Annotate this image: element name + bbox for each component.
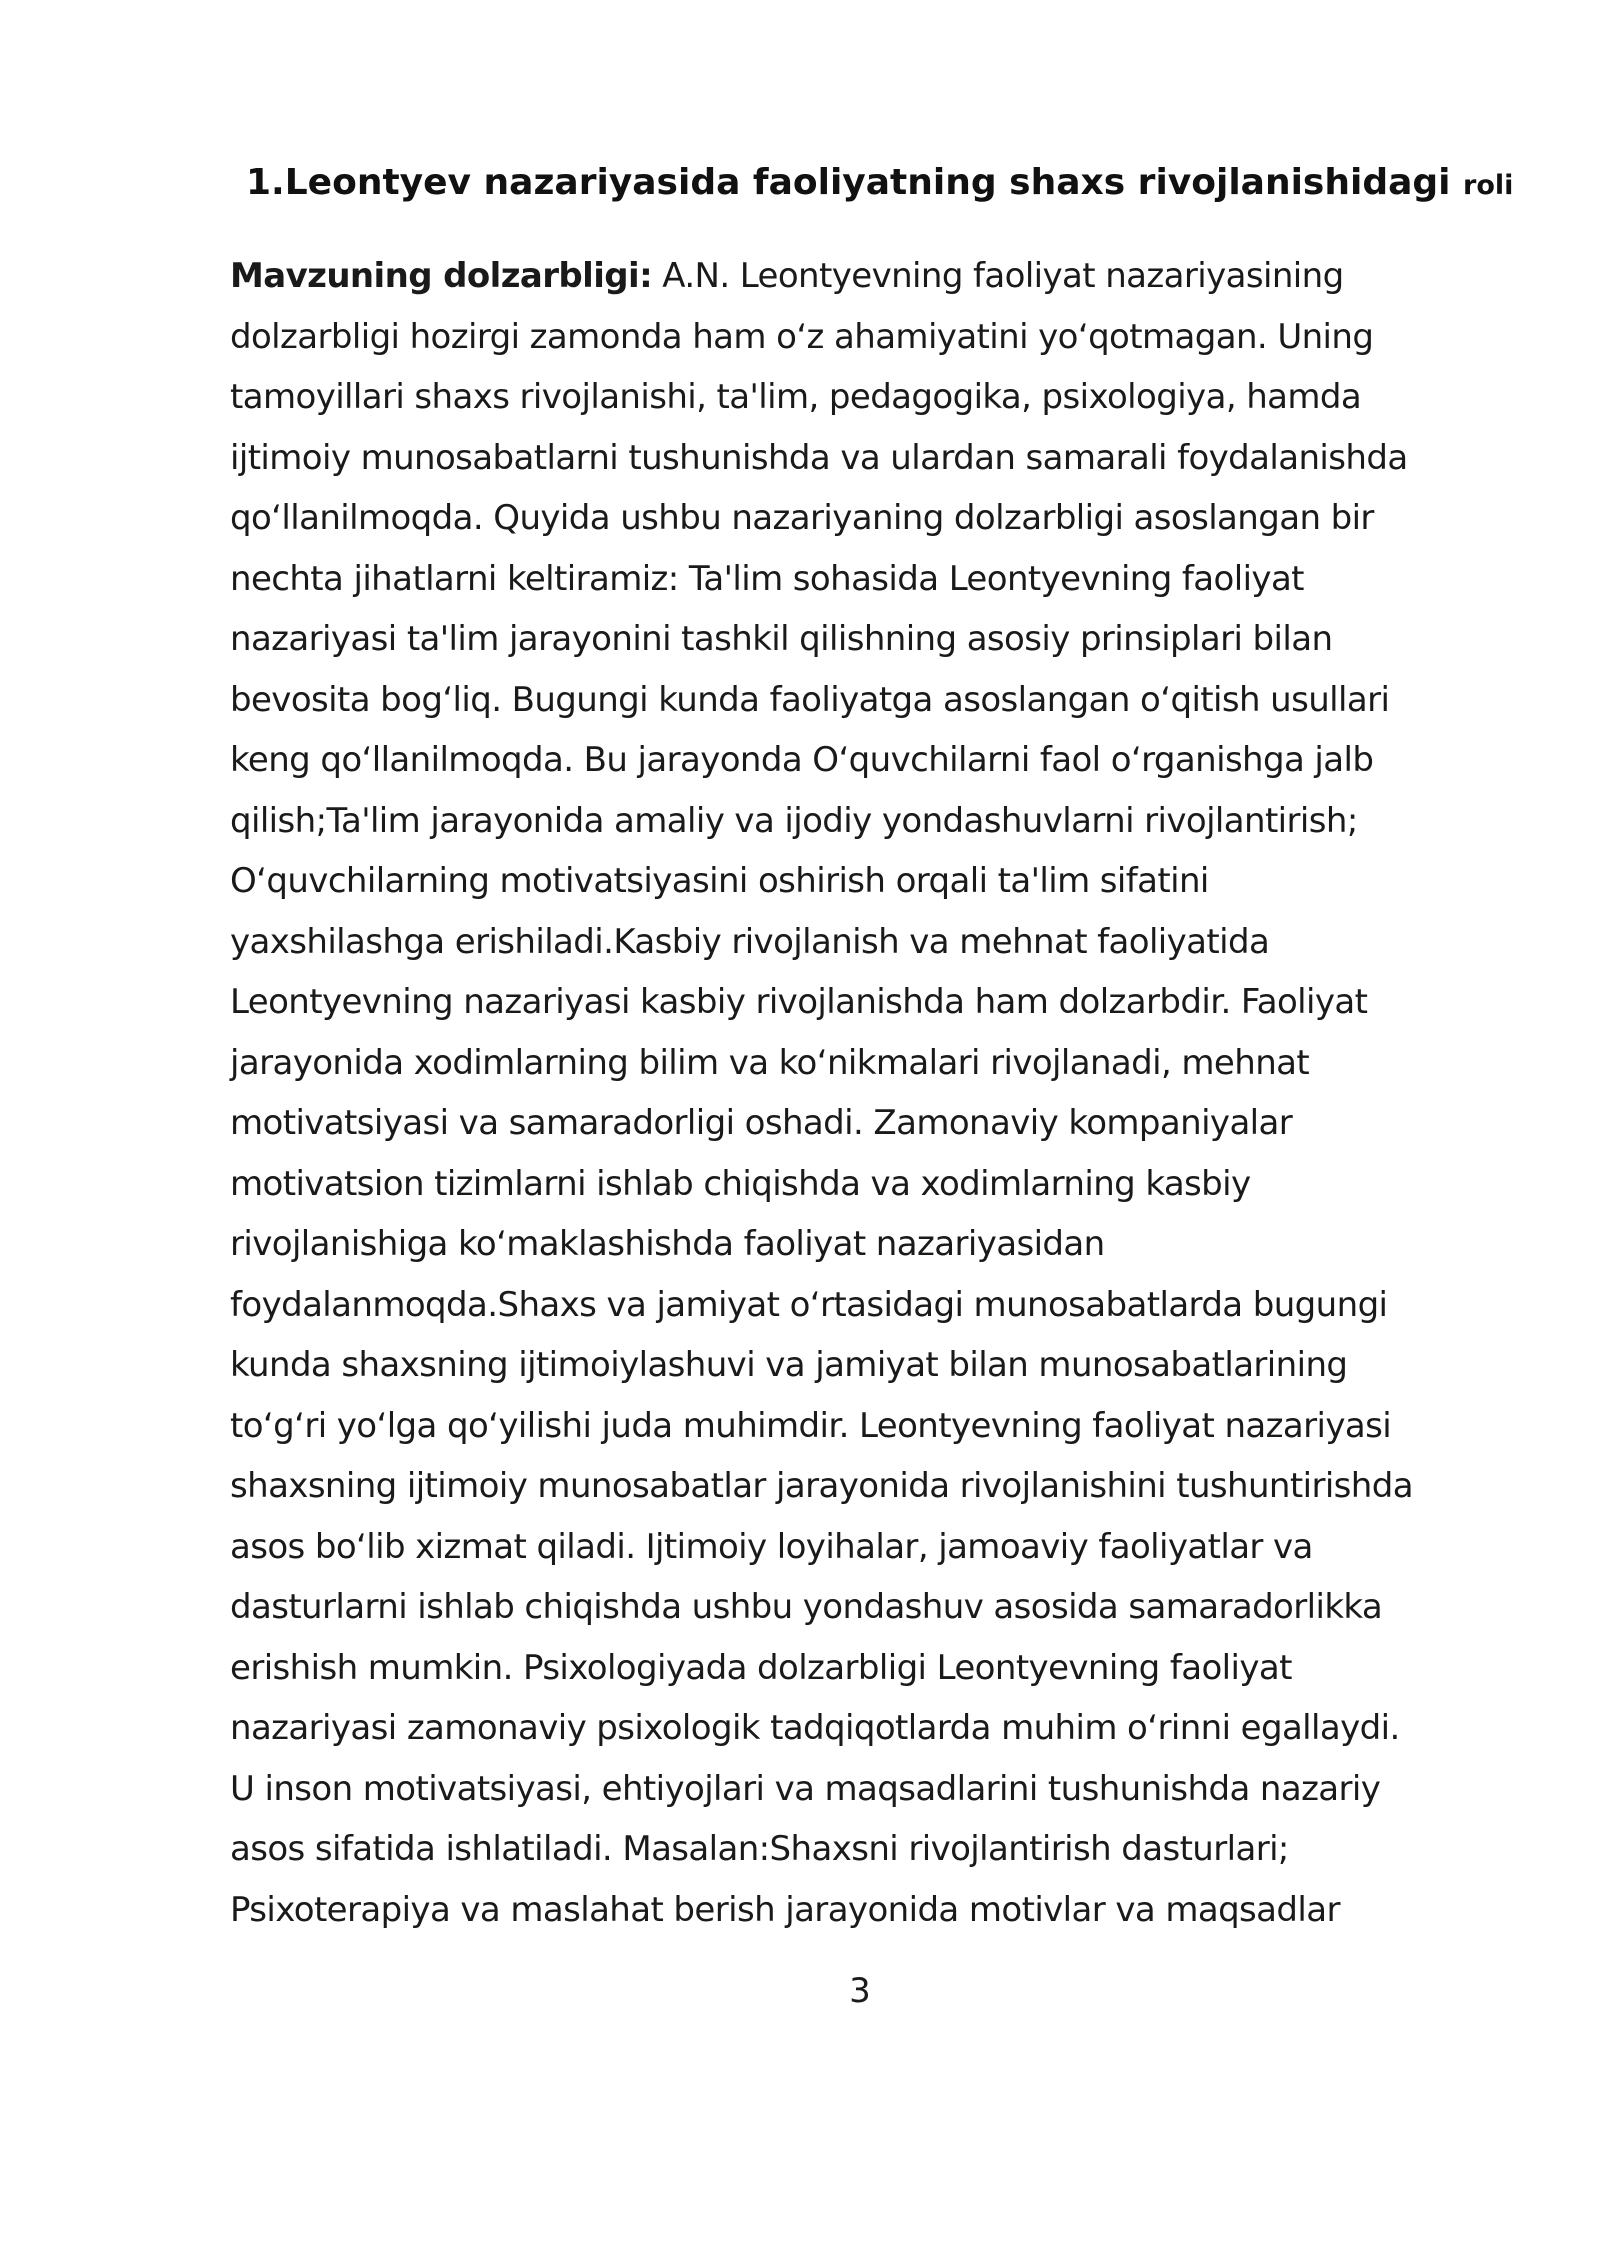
body-line: bevosita bog‘liq. Bugungi kunda faoliyatga asoslangan o‘qitish usullari [230, 679, 1390, 720]
body-line [230, 246, 1413, 307]
body-line: O‘quvchilarning motivatsiyasini oshirish orqali ta'lim sifatini [230, 861, 1209, 901]
page-title [246, 156, 1513, 213]
body-line: asos bo‘lib xizmat qiladi. Ijtimoiy loyihalar, jamoaviy faoliyatlar va [230, 1526, 1313, 1567]
body-line: Psixoterapiya va maslahat berish jarayonida motivlar va maqsadlar [230, 1889, 1340, 1930]
title-suffix: roli [1463, 170, 1514, 201]
body-line: jarayonida xodimlarning bilim va ko‘nikmalari rivojlanadi, mehnat [230, 1042, 1310, 1083]
page-number: 3 [849, 1971, 871, 2011]
body-line: rivojlanishiga ko‘maklashishda faoliyat nazariyasidan [230, 1224, 1105, 1264]
body-line: Leontyevning nazariyasi kasbiy rivojlanishda ham dolzarbdir. Faoliyat [230, 982, 1368, 1022]
body-line: nazariyasi zamonaviy psixologik tadqiqotlarda muhim o‘rinni egallaydi. [230, 1708, 1400, 1748]
body-line: U inson motivatsiyasi, ehtiyojlari va maqsadlarini tushunishda nazariy [230, 1768, 1381, 1809]
body-line: asos sifatida ishlatiladi. Masalan:Shaxsni rivojlantirish dasturlari; [230, 1829, 1289, 1869]
body-paragraph [230, 246, 1413, 1940]
body-line: keng qo‘llanilmoqda. Bu jarayonda O‘quvchilarni faol o‘rganishga jalb [230, 740, 1374, 780]
body-line: dasturlarni ishlab chiqishda ushbu yondashuv asosida samaradorlikka [230, 1587, 1383, 1627]
title-main: 1.Leontyev nazariyasida faoliyatning shaxs rivojlanishidagi [246, 162, 1451, 203]
body-line: motivatsiyasi va samaradorligi oshadi. Zamonaviy kompaniyalar [230, 1103, 1293, 1143]
body-line: kunda shaxsning ijtimoiylashuvi va jamiyat bilan munosabatlarining [230, 1345, 1348, 1385]
section-label: Mavzuning dolzarbligi: [230, 256, 653, 296]
body-line: yaxshilashga erishiladi.Kasbiy rivojlanish va mehnat faoliyatida [230, 921, 1270, 962]
body-line: qilish;Ta'lim jarayonida amaliy va ijodiy yondashuvlarni rivojlantirish; [230, 800, 1358, 841]
body-line: tamoyillari shaxs rivojlanishi, ta'lim, pedagogika, psixologiya, hamda [230, 377, 1362, 417]
body-line: nazariyasi ta'lim jarayonini tashkil qilishning asosiy prinsiplari bilan [230, 619, 1333, 659]
body-line: foydalanmoqda.Shaxs va jamiyat o‘rtasidagi munosabatlarda bugungi [230, 1284, 1388, 1325]
body-line: shaxsning ijtimoiy munosabatlar jarayonida rivojlanishini tushuntirishda [230, 1466, 1413, 1506]
body-line: dolzarbligi hozirgi zamonda ham o‘z ahamiyatini yo‘qotmagan. Uning [230, 316, 1374, 357]
body-line: nechta jihatlarni keltiramiz: Ta'lim sohasida Leontyevning faoliyat [230, 558, 1304, 599]
body-line: to‘g‘ri yo‘lga qo‘yilishi juda muhimdir. Leontyevning faoliyat nazariyasi [230, 1405, 1392, 1446]
body-line: erishish mumkin. Psixologiyada dolzarbligi Leontyevning faoliyat [230, 1647, 1292, 1688]
body-line: motivatsion tizimlarni ishlab chiqishda va xodimlarning kasbiy [230, 1163, 1251, 1204]
body-line: qo‘llanilmoqda. Quyida ushbu nazariyaning dolzarbligi asoslangan bir [230, 498, 1374, 538]
body-first-line-text: A.N. Leontyevning faoliyat nazariyasining [652, 256, 1344, 296]
body-line: ijtimoiy munosabatlarni tushunishda va ulardan samarali foydalanishda [230, 437, 1408, 478]
